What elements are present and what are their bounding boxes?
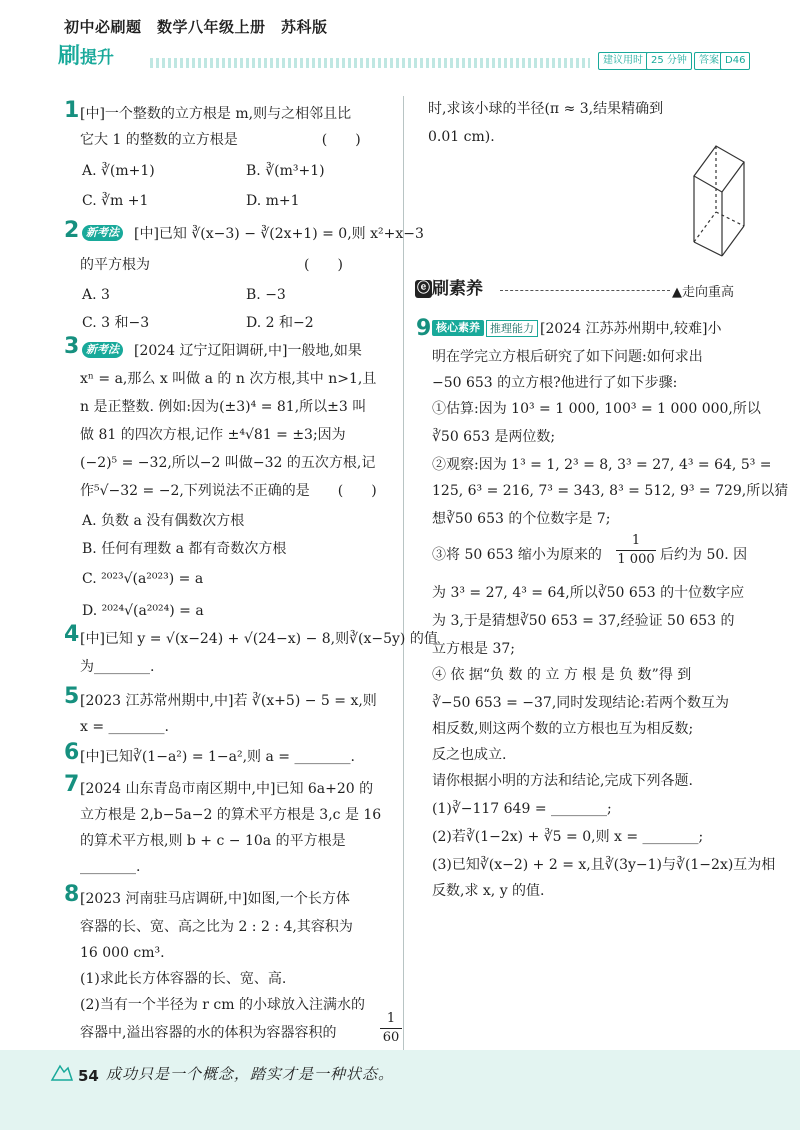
core-literacy-tag: 核心素养 bbox=[432, 320, 484, 336]
question-number: 1 bbox=[64, 98, 80, 123]
question-text: ③将 50 653 缩小为原来的 bbox=[432, 547, 602, 563]
question-text: [2024 山东青岛市南区期中,中]已知 6a+20 的 bbox=[80, 781, 374, 797]
section-rule bbox=[500, 290, 670, 291]
fraction-numerator: 1 bbox=[616, 532, 656, 551]
question-text: 为________. bbox=[80, 659, 155, 675]
fraction-denominator: 60 bbox=[382, 1030, 400, 1045]
subquestion-3: (3)已知∛(x−2) + 2 = x,且∛(3y−1)与∛(1−2x)互为相 bbox=[432, 857, 776, 873]
logo-main: 刷 bbox=[58, 44, 81, 69]
question-text: ①估算:因为 10³ = 1 000, 100³ = 1 000 000,所以 bbox=[432, 401, 761, 417]
question-number: 4 bbox=[64, 622, 80, 647]
question-text: (−2)⁵ = −32,所以−2 叫做−32 的五次方根,记 bbox=[80, 455, 376, 471]
answer-label: 答案 bbox=[694, 52, 724, 70]
question-text: [2023 河南驻马店调研,中]如图,一个长方体 bbox=[80, 891, 350, 907]
question-text: [2023 江苏常州期中,中]若 ∛(x+5) − 5 = x,则 bbox=[80, 693, 377, 709]
header-stripe bbox=[150, 58, 590, 68]
question-text: 为 3³ = 27, 4³ = 64,所以∛50 653 的十位数字应 bbox=[432, 585, 745, 601]
question-text: −50 653 的立方根?他进行了如下步骤: bbox=[432, 375, 678, 391]
section-icon: ⓔ bbox=[417, 281, 431, 296]
question-text: (1)求此长方体容器的长、宽、高. bbox=[80, 971, 287, 987]
book-title: 初中必刷题 数学八年级上册 苏科版 bbox=[64, 18, 328, 36]
question-text: 想∛50 653 的个位数字是 7; bbox=[432, 511, 611, 527]
question-text: 16 000 cm³. bbox=[80, 945, 165, 961]
section-right-text: 走向重高 bbox=[682, 285, 735, 300]
answer-page: D46 bbox=[720, 52, 750, 70]
question-text: 立方根是 37; bbox=[432, 641, 515, 657]
logo-sub: 提升 bbox=[80, 48, 115, 68]
question-text: (2)当有一个半径为 r cm 的小球放入注满水的 bbox=[80, 997, 365, 1013]
mountain-icon bbox=[50, 1060, 74, 1082]
question-text: ________. bbox=[80, 859, 141, 875]
question-text: ∛−50 653 = −37,同时发现结论:若两个数互为 bbox=[432, 695, 729, 711]
option-b: B. ∛(m³+1) bbox=[246, 163, 325, 179]
option-b: B. 任何有理数 a 都有奇数次方根 bbox=[82, 541, 287, 557]
option-c: C. ²⁰²³√(a²⁰²³) = a bbox=[82, 571, 204, 587]
section-title: 刷素养 bbox=[432, 279, 484, 299]
question-text: 的平方根为 ( ) bbox=[80, 257, 343, 273]
question-text: ④ 依 据“负 数 的 立 方 根 是 负 数”得 到 bbox=[432, 667, 692, 683]
question-text: 容器的长、宽、高之比为 2 : 2 : 4,其容积为 bbox=[80, 919, 353, 935]
page-number: 54 bbox=[78, 1067, 99, 1085]
reasoning-tag: 推理能力 bbox=[486, 320, 538, 337]
time-value: 25 分钟 bbox=[646, 52, 692, 70]
question-text: 反之也成立. bbox=[432, 747, 507, 763]
question-text: [中]已知 ∛(x−3) − ∛(2x+1) = 0,则 x²+x−3 bbox=[134, 226, 424, 242]
new-method-tag: 新考法 bbox=[82, 342, 123, 358]
question-text: x = ________. bbox=[80, 719, 169, 735]
question-text: 请你根据小明的方法和结论,完成下列各题. bbox=[432, 773, 693, 789]
question-number: 9 bbox=[416, 316, 432, 341]
question-text-cont: 0.01 cm). bbox=[428, 129, 495, 145]
option-a: A. 3 bbox=[82, 287, 110, 303]
question-text: 立方根是 2,b−5a−2 的算术平方根是 3,c 是 16 bbox=[80, 807, 382, 823]
option-c: C. ∛m +1 bbox=[82, 193, 149, 209]
question-number: 3 bbox=[64, 334, 80, 359]
question-text: n 是正整数. 例如:因为(±3)⁴ = 81,所以±3 叫 bbox=[80, 399, 367, 415]
section-right-label bbox=[672, 280, 734, 306]
question-text: [2024 辽宁辽阳调研,中]一般地,如果 bbox=[134, 343, 362, 359]
question-text: [2024 江苏苏州期中,较难]小 bbox=[540, 321, 722, 337]
question-text: ②观察:因为 1³ = 1, 2³ = 8, 3³ = 27, 4³ = 64, 5³ = bbox=[432, 457, 772, 473]
fraction bbox=[616, 532, 656, 569]
option-a: A. 负数 a 没有偶数次方根 bbox=[82, 513, 245, 529]
option-a: A. ∛(m+1) bbox=[82, 163, 155, 179]
new-method-tag: 新考法 bbox=[82, 225, 123, 241]
section-logo bbox=[58, 44, 114, 71]
option-d: D. 2 和−2 bbox=[246, 315, 314, 331]
question-text: xⁿ = a,那么 x 叫做 a 的 n 次方根,其中 n>1,且 bbox=[80, 371, 377, 387]
question-text: ∛50 653 是两位数; bbox=[432, 429, 556, 445]
question-text: [中]一个整数的立方根是 m,则与之相邻且比 bbox=[80, 106, 352, 122]
question-text: [中]已知∛(1−a²) = 1−a²,则 a = ________. bbox=[80, 749, 355, 765]
question-text: 它大 1 的整数的立方根是 ( ) bbox=[80, 132, 361, 148]
question-number: 5 bbox=[64, 684, 80, 709]
option-d: D. m+1 bbox=[246, 193, 300, 209]
fraction-denominator: 1 000 bbox=[617, 552, 655, 567]
subquestion-3-cont: 反数,求 x, y 的值. bbox=[432, 883, 545, 899]
climb-icon: ▲ bbox=[672, 285, 682, 300]
question-text: 做 81 的四次方根,记作 ±⁴√81 = ±3;因为 bbox=[80, 427, 346, 443]
question-text: [中]已知 y = √(x−24) + √(24−x) − 8,则∛(x−5y) 的值 bbox=[80, 631, 438, 647]
subquestion-2: (2)若∛(1−2x) + ∛5 = 0,则 x = ________; bbox=[432, 829, 704, 845]
question-text-cont: 时,求该小球的半径(π ≈ 3,结果精确到 bbox=[428, 101, 664, 117]
subquestion-1: (1)∛−117 649 = ________; bbox=[432, 801, 612, 817]
question-text: 的算术平方根,则 b + c − 10a 的平方根是 bbox=[80, 833, 346, 849]
question-text: 125, 6³ = 216, 7³ = 343, 8³ = 512, 9³ = 729,所以猜 bbox=[432, 483, 789, 499]
question-text: 容器中,溢出容器的水的体积为容器容积的 bbox=[80, 1025, 337, 1041]
fraction-numerator: 1 bbox=[380, 1010, 402, 1029]
footer-motto: 成功只是一个概念，踏实才是一种状态。 bbox=[106, 1065, 395, 1083]
option-b: B. −3 bbox=[246, 287, 286, 303]
question-text: 明在学完立方根后研究了如下问题:如何求出 bbox=[432, 349, 703, 365]
question-number: 7 bbox=[64, 772, 80, 797]
question-text: 为 3,于是猜想∛50 653 = 37,经验证 50 653 的 bbox=[432, 613, 735, 629]
fraction bbox=[380, 1010, 402, 1047]
option-d: D. ²⁰²⁴√(a²⁰²⁴) = a bbox=[82, 603, 204, 619]
question-number: 6 bbox=[64, 740, 80, 765]
question-text: 后约为 50. 因 bbox=[660, 547, 748, 563]
question-number: 2 bbox=[64, 218, 80, 243]
question-text: 相反数,则这两个数的立方根也互为相反数; bbox=[432, 721, 694, 737]
cuboid-figure bbox=[688, 140, 750, 260]
option-c: C. 3 和−3 bbox=[82, 315, 150, 331]
question-text: 作⁵√−32 = −2,下列说法不正确的是 ( ) bbox=[80, 483, 377, 499]
question-number: 8 bbox=[64, 882, 80, 907]
time-label: 建议用时 bbox=[598, 52, 648, 70]
